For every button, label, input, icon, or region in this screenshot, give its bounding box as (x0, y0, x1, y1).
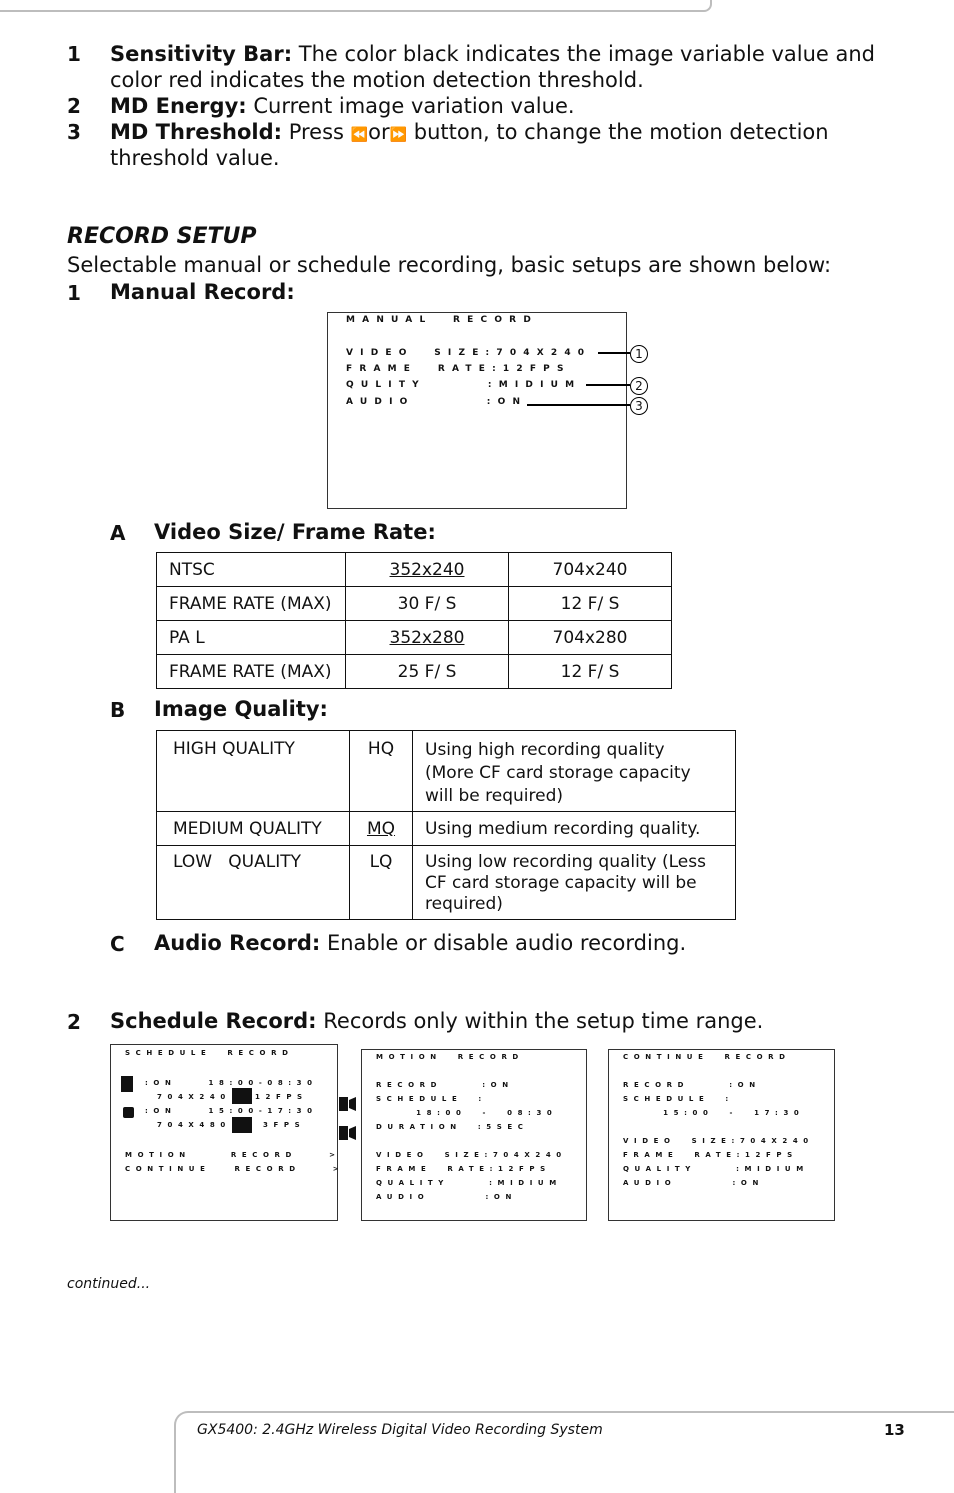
list-number: 1 (67, 42, 81, 66)
list-number: 2 (67, 94, 81, 118)
table-row (157, 655, 672, 689)
schedule-record-item (110, 1008, 763, 1034)
table-cell: Using medium recording quality. (413, 812, 736, 846)
fast-forward-icon: ⏩ (389, 127, 408, 143)
screen-line: FRAME RATE:12FPS (376, 1165, 551, 1173)
table-row (157, 731, 736, 812)
sub-letter: B (110, 698, 126, 722)
fps-icon (307, 1089, 325, 1103)
term: Sensitivity Bar: (110, 42, 293, 66)
desc: The color black indicates the image variable value and (298, 42, 875, 66)
screen-line: SCHEDULE : (623, 1095, 734, 1103)
table-cell: 704x240 (509, 553, 672, 587)
desc: Records only within the setup time range. (323, 1009, 764, 1033)
term: MD Energy: (110, 94, 247, 118)
screen-title: MANUAL RECORD (346, 315, 538, 325)
desc-line: Using high recording quality (425, 740, 665, 760)
table-cell: MQ (350, 812, 413, 846)
callout-3: 3 (630, 397, 648, 415)
table-row (157, 587, 672, 621)
screen-line: MOTION RECORD > (125, 1151, 341, 1159)
screen-title: MOTION RECORD (376, 1053, 524, 1061)
table-cell: 704x280 (509, 621, 672, 655)
table-cell: HIGH QUALITY (157, 731, 350, 812)
list-number: 2 (67, 1010, 81, 1034)
screen-line: AUDIO :ON (623, 1179, 764, 1187)
top-frame-decoration (0, 0, 712, 12)
callout-2: 2 (630, 377, 648, 395)
term: Schedule Record: (110, 1009, 317, 1033)
screen-line: 12FPS (255, 1093, 308, 1101)
list-item-sensitivity-bar (110, 41, 875, 67)
table-cell: 30 F/ S (346, 587, 509, 621)
screen-line: QUALITY :MIDIUM (623, 1165, 809, 1173)
table-cell: FRAME RATE (MAX) (157, 587, 346, 621)
table-row (157, 621, 672, 655)
image-quality-label: Image Quality: (154, 697, 328, 721)
table-row (157, 846, 736, 920)
desc: Current image variation value. (253, 94, 575, 118)
table-cell: LQ (350, 846, 413, 920)
schedule-record-screen (110, 1044, 345, 1221)
table-row (157, 812, 736, 846)
sub-letter: A (110, 521, 126, 545)
desc-pre: Press (288, 120, 344, 144)
leader-line (527, 404, 630, 406)
video-size-label: Video Size/ Frame Rate: (154, 520, 436, 544)
section-title: RECORD SETUP (67, 224, 257, 249)
screen-title: SCHEDULE RECORD (125, 1049, 294, 1057)
desc-continued: color red indicates the motion detection threshold. (110, 68, 644, 92)
screen-line: 18:00 - 08:30 (376, 1109, 558, 1117)
desc-line: CF card storage capacity will be (425, 873, 697, 893)
term: Audio Record: (154, 931, 321, 955)
manual-record-label: Manual Record: (110, 280, 295, 304)
screen-line: AUDIO :ON (376, 1193, 517, 1201)
term: MD Threshold: (110, 120, 283, 144)
leader-line (598, 352, 630, 354)
image-quality-table (156, 730, 736, 920)
screen-line: 704X240 (157, 1093, 231, 1101)
leader-line (586, 384, 630, 386)
list-number: 3 (67, 120, 81, 144)
desc-continued: threshold value. (110, 146, 280, 170)
desc-line: Using low recording quality (Less (425, 852, 706, 872)
screen-line: RECORD :ON (376, 1081, 514, 1089)
screen-line: QUALITY :MIDIUM (376, 1179, 562, 1187)
screen-line: VIDEO SIZE:704X240 (376, 1151, 567, 1159)
desc-line: (More CF card storage capacity (425, 763, 691, 783)
table-cell: MEDIUM QUALITY (157, 812, 350, 846)
list-number: 1 (67, 281, 81, 305)
screen-line: RECORD :ON (623, 1081, 761, 1089)
or-text: or (368, 120, 390, 144)
table-cell: 12 F/ S (509, 587, 672, 621)
table-row (157, 553, 672, 587)
screen-line: SCHEDULE : (376, 1095, 487, 1103)
screen-line: 15:00 - 17:30 (623, 1109, 805, 1117)
footer-title: GX5400: 2.4GHz Wireless Digital Video Recording System (197, 1422, 603, 1438)
table-cell: PA L (157, 621, 346, 655)
screen-title: CONTINUE RECORD (623, 1053, 791, 1061)
sub-letter: C (110, 932, 125, 956)
page-number: 13 (884, 1421, 905, 1439)
clock-icon (123, 1107, 134, 1118)
table-cell: HQ (350, 731, 413, 812)
screen-line: VIDEO SIZE:704X240 (346, 348, 592, 358)
motion-record-screen (361, 1049, 587, 1221)
desc: Enable or disable audio recording. (326, 931, 687, 955)
callout-1: 1 (630, 345, 648, 363)
screen-line: FRAME RATE:12FPS (346, 364, 571, 374)
desc: button, to change the motion detection (413, 120, 829, 144)
motion-person-icon (121, 1076, 133, 1092)
table-cell (413, 846, 736, 920)
table-cell: 12 F/ S (509, 655, 672, 689)
screen-line: VIDEO SIZE:704X240 (623, 1137, 814, 1145)
screen-line: :ON 15:00-17:30 (145, 1107, 318, 1115)
screen-line: :ON 18:00-08:30 (145, 1079, 318, 1087)
list-item-md-energy (110, 93, 575, 119)
table-cell: 25 F/ S (346, 655, 509, 689)
video-size-table (156, 552, 672, 689)
desc-line: will be required) (425, 786, 563, 806)
audio-record-item (154, 930, 686, 956)
fps-icon (307, 1118, 325, 1132)
desc-line: required) (425, 894, 503, 914)
screen-line: FRAME RATE:12FPS (623, 1151, 798, 1159)
list-item-md-threshold (110, 119, 829, 148)
continued-note: continued... (67, 1276, 151, 1292)
section-intro: Selectable manual or schedule recording, basic setups are shown below: (67, 253, 832, 277)
screen-line: QULITY :MIDIUM (346, 380, 582, 390)
table-cell (413, 731, 736, 812)
table-cell: 352x280 (346, 621, 509, 655)
screen-line: 704X480 (157, 1121, 231, 1129)
table-cell: NTSC (157, 553, 346, 587)
manual-record-screen (327, 312, 627, 509)
screen-line: AUDIO :ON (346, 397, 528, 407)
resolution-icon (232, 1088, 252, 1104)
screen-line: CONTINUE RECORD > (125, 1165, 345, 1173)
continue-record-screen (608, 1049, 835, 1221)
screen-line: DURATION :5SEC (376, 1123, 529, 1131)
screen-line: 3FPS (255, 1121, 306, 1129)
resolution-icon (232, 1117, 252, 1133)
table-cell: FRAME RATE (MAX) (157, 655, 346, 689)
table-cell: LOW QUALITY (157, 846, 350, 920)
rewind-icon: ⏪ (350, 127, 369, 143)
table-cell: 352x240 (346, 553, 509, 587)
